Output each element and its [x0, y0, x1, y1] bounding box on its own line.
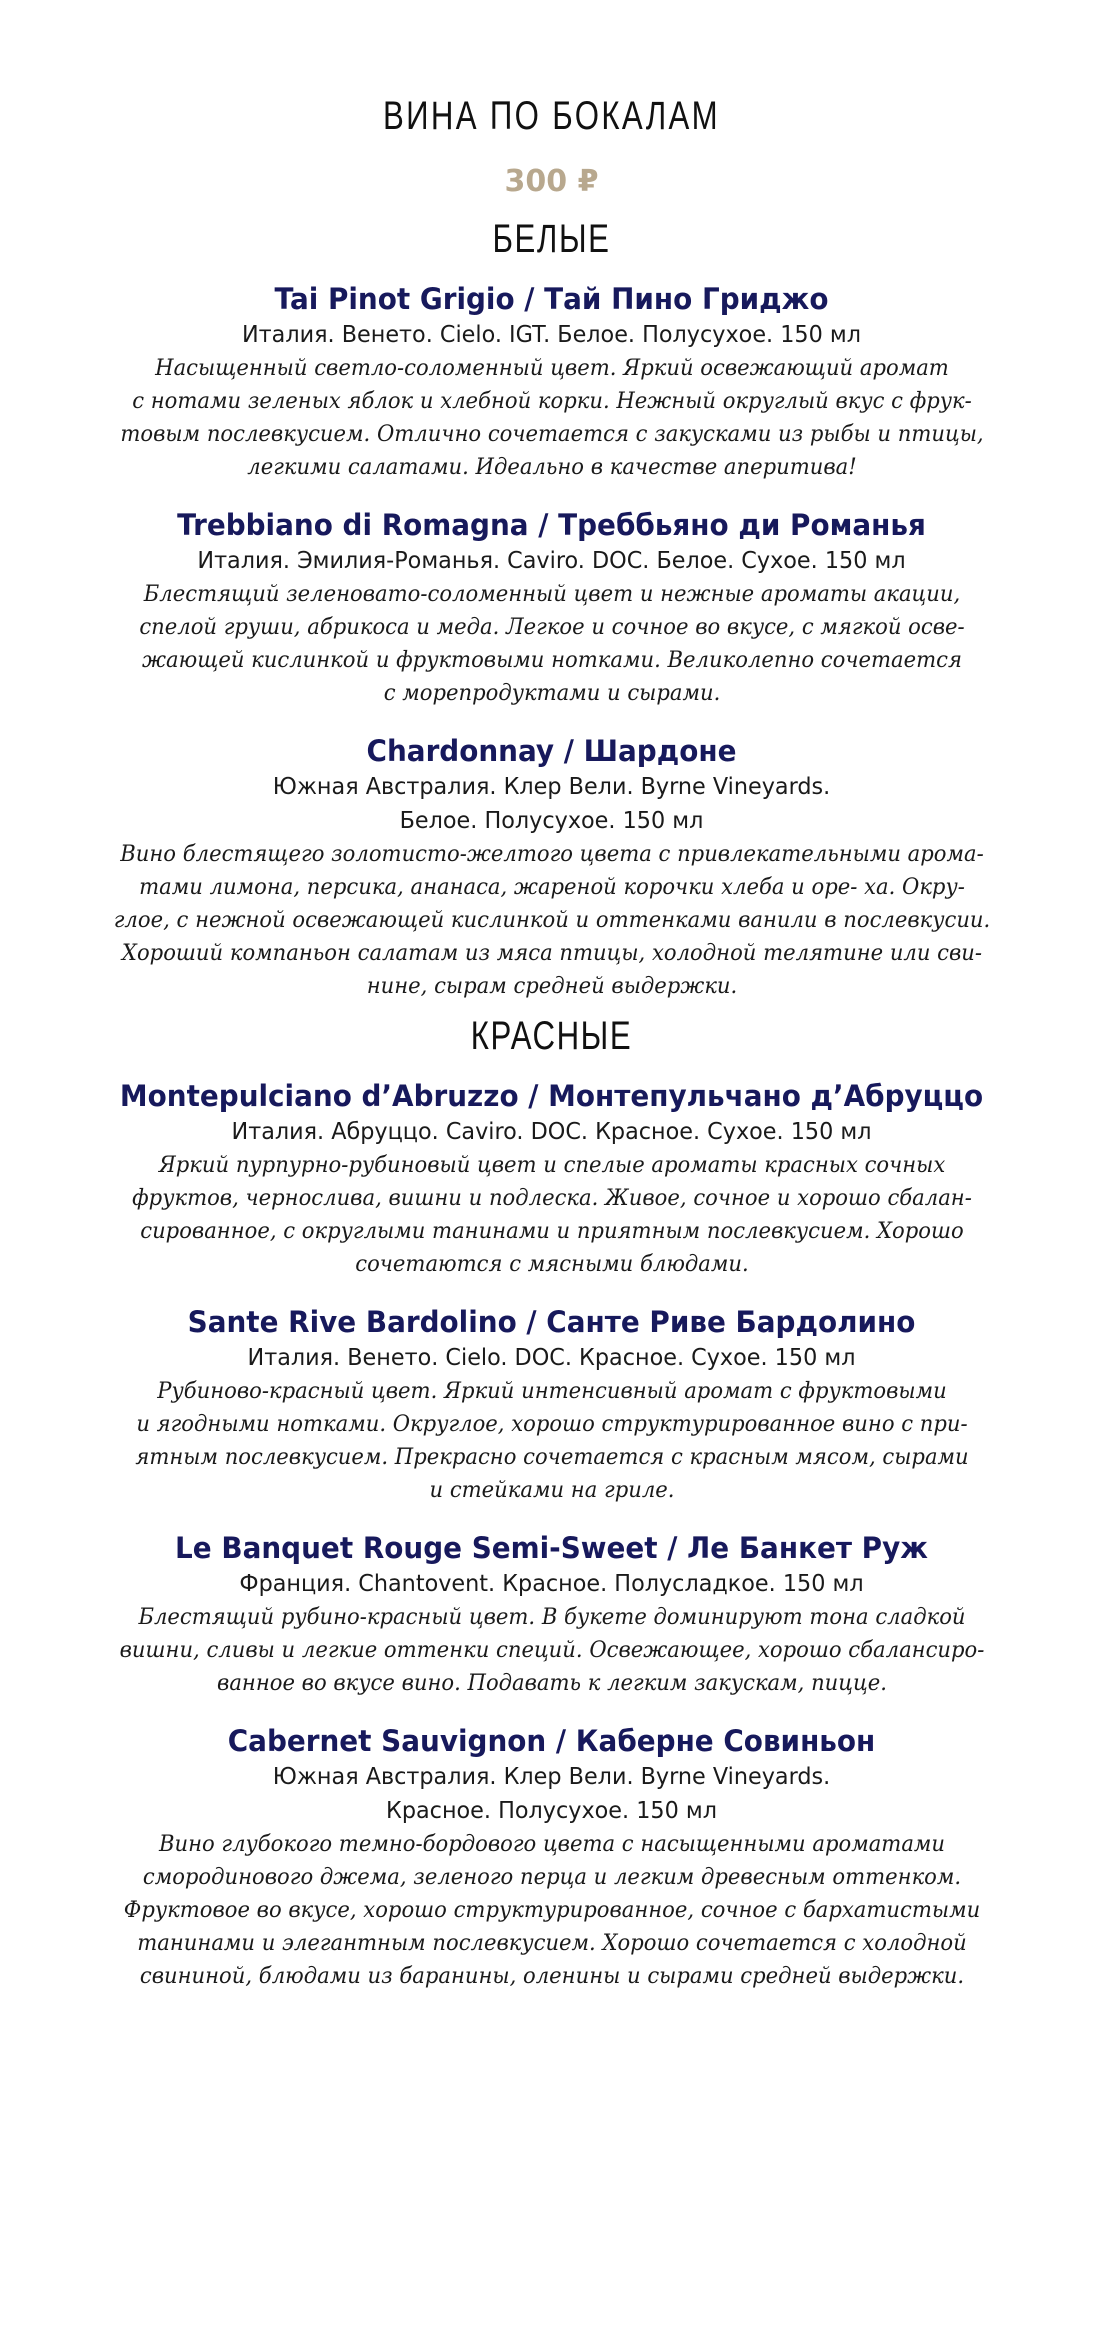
- wine-description-line: Вино глубокого темно-бордового цвета с насыщенными ароматами: [158, 1832, 945, 1857]
- wine-spec-line: Италия. Эмилия-Романья. Caviro. DOC. Белое. Сухое. 150 мл: [197, 548, 906, 574]
- wine-item: [0, 280, 1103, 484]
- wine-description: [91, 1375, 1013, 1507]
- wine-description-line: фруктов, чернослива, вишни и подлеска. Живое, сочное и хорошо сбалан-: [131, 1186, 972, 1211]
- wine-description-line: с нотами зеленых яблок и хлебной корки. Нежный округлый вкус с фрук-: [131, 389, 972, 414]
- wine-description: [91, 1149, 1013, 1281]
- wine-name: Montepulciano d’Abruzzo / Монтепульчано д’Абруццо: [119, 1079, 984, 1113]
- wine-description-line: нине, сырам средней выдержки.: [366, 974, 737, 999]
- wine-description-line: Фруктовое во вкусе, хорошо структурированное, сочное с бархатистыми: [123, 1898, 980, 1923]
- wine-spec: [17, 770, 1087, 838]
- wine-description: [91, 1828, 1013, 1993]
- wine-description-line: жающей кислинкой и фруктовыми нотками. Великолепно сочетается: [141, 648, 962, 673]
- wine-description-line: смородинового джема, зеленого перца и легким древесным оттенком.: [142, 1865, 961, 1890]
- wine-spec-line: Италия. Венето. Cielo. IGT. Белое. Полусухое. 150 мл: [241, 322, 862, 348]
- wine-description-line: с морепродуктами и сырами.: [383, 681, 720, 706]
- page-title: ВИНА ПО БОКАЛАМ: [382, 94, 721, 138]
- wine-spec-line: Италия. Венето. Cielo. DOC. Красное. Сухое. 150 мл: [247, 1345, 856, 1371]
- wine-description-line: танинами и элегантным послевкусием. Хорошо сочетается с холодной: [136, 1931, 967, 1956]
- wine-spec: [17, 1341, 1087, 1375]
- wine-spec-line: Белое. Полусухое. 150 мл: [399, 808, 704, 834]
- wine-description-line: и ягодными нотками. Округлое, хорошо структурированное вино с при-: [135, 1412, 968, 1437]
- wine-spec-line: Италия. Абруццо. Caviro. DOC. Красное. Сухое. 150 мл: [231, 1119, 872, 1145]
- wine-name: Trebbiano di Romagna / Треббьяно ди Романья: [177, 508, 926, 542]
- wine-description-line: Хороший компаньон салатам из мяса птицы, холодной телятине или сви-: [121, 941, 982, 966]
- wine-spec: [17, 1760, 1087, 1828]
- wine-description-line: Яркий пурпурно-рубиновый цвет и спелые ароматы красных сочных: [158, 1153, 945, 1178]
- wine-description-line: Блестящий зеленовато-соломенный цвет и нежные ароматы акации,: [143, 582, 960, 607]
- section-title: КРАСНЫЕ: [470, 1014, 633, 1058]
- wine-description-line: сированное, с округлыми танинами и приятным послевкусием. Хорошо: [139, 1219, 964, 1244]
- wine-name: Sante Rive Bardolino / Санте Риве Бардолино: [187, 1305, 916, 1339]
- wine-description-line: спелой груши, абрикоса и меда. Легкое и сочное во вкусе, с мягкой осве-: [138, 615, 965, 640]
- wine-spec-line: Южная Австралия. Клер Вели. Byrne Vineyards.: [272, 774, 831, 800]
- section-red-wines: [0, 1011, 1103, 1993]
- wine-spec-line: Красное. Полусухое. 150 мл: [386, 1798, 717, 1824]
- wine-description-line: Насыщенный светло-соломенный цвет. Яркий освежающий аромат: [154, 356, 949, 381]
- wine-item: [0, 506, 1103, 710]
- wine-description-line: Вино блестящего золотисто-желтого цвета с привлекательными арома-: [119, 842, 984, 867]
- wine-spec-line: Южная Австралия. Клер Вели. Byrne Vineyards.: [272, 1764, 831, 1790]
- wine-description-line: тами лимона, персика, ананаса, жареной корочки хлеба и оре- ха. Окру-: [138, 875, 965, 900]
- wine-name: Chardonnay / Шардоне: [366, 734, 737, 768]
- wine-description: [91, 838, 1013, 1003]
- wine-description-line: легкими салатами. Идеально в качестве аперитива!: [246, 455, 857, 480]
- wine-item: [0, 732, 1103, 1003]
- wine-description: [91, 352, 1013, 484]
- wine-name: Tai Pinot Grigio / Тай Пино Гриджо: [274, 282, 829, 316]
- wine-description-line: ванное во вкусе вино. Подавать к легким закускам, пицце.: [216, 1671, 887, 1696]
- wine-spec: [17, 1567, 1087, 1601]
- wine-item: [0, 1303, 1103, 1507]
- wine-description-line: вишни, сливы и легкие оттенки специй. Освежающее, хорошо сбалансиро-: [119, 1638, 984, 1663]
- wine-description-line: и стейками на гриле.: [429, 1478, 674, 1503]
- wine-description: [91, 578, 1013, 710]
- wine-spec: [17, 1115, 1087, 1149]
- price-label: 300 ₽: [504, 164, 599, 199]
- wine-spec: [17, 318, 1087, 352]
- wine-description-line: сочетаются с мясными блюдами.: [354, 1252, 749, 1277]
- wine-description-line: Рубиново-красный цвет. Яркий интенсивный аромат с фруктовыми: [156, 1379, 947, 1404]
- section-title: БЕЛЫЕ: [492, 217, 611, 261]
- wine-description-line: ятным послевкусием. Прекрасно сочетается с красным мясом, сырами: [134, 1445, 969, 1470]
- wine-name: Le Banquet Rouge Semi-Sweet / Ле Банкет Руж: [175, 1531, 928, 1565]
- wine-description-line: свининой, блюдами из баранины, оленины и сырами средней выдержки.: [139, 1964, 964, 1989]
- wine-description-line: глое, с нежной освежающей кислинкой и оттенками ванили в послевкусии.: [113, 908, 990, 933]
- wine-sections: [0, 214, 1103, 1993]
- wine-description: [91, 1601, 1013, 1700]
- wine-description-line: товым послевкусием. Отлично сочетается с закусками из рыбы и птицы,: [119, 422, 984, 447]
- wine-item: [0, 1077, 1103, 1281]
- wine-name: Cabernet Sauvignon / Каберне Совиньон: [227, 1724, 876, 1758]
- wine-item: [0, 1722, 1103, 1993]
- wine-item: [0, 1529, 1103, 1700]
- wine-spec: [17, 544, 1087, 578]
- section-white-wines: [0, 214, 1103, 1003]
- wine-spec-line: Франция. Chantovent. Красное. Полусладкое. 150 мл: [239, 1571, 864, 1597]
- wine-description-line: Блестящий рубино-красный цвет. В букете доминируют тона сладкой: [137, 1605, 966, 1630]
